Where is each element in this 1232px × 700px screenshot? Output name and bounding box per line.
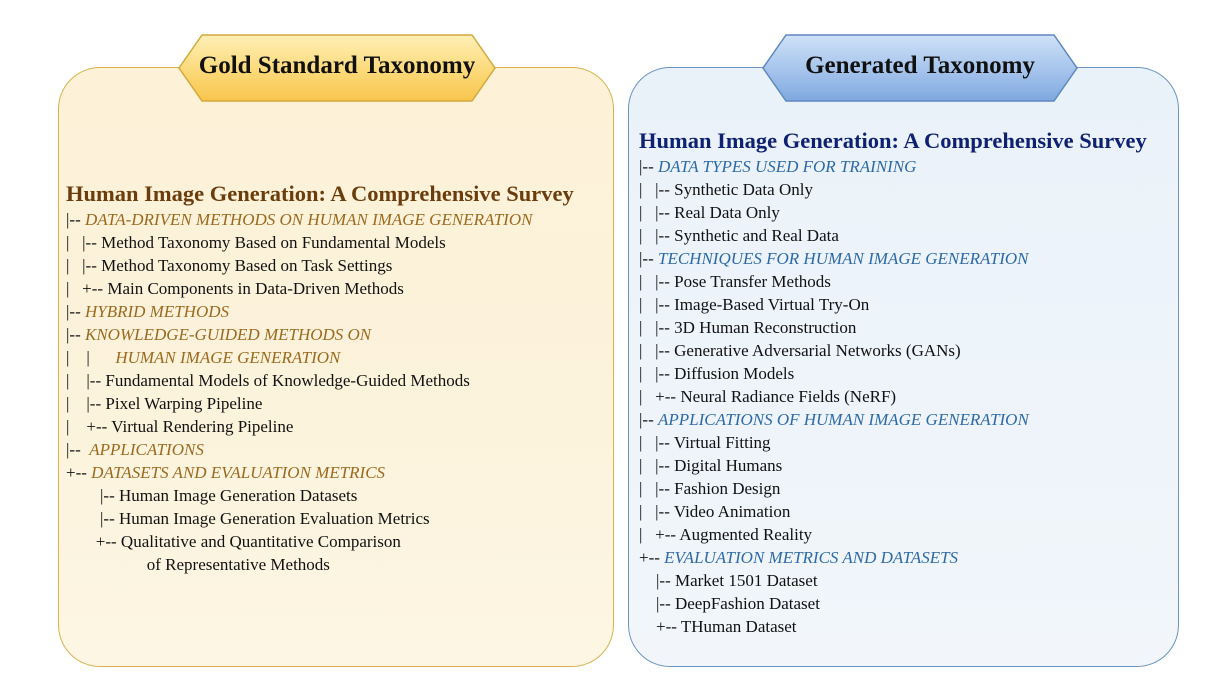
tree-item-line [639,385,1147,408]
tree-item-line [639,431,1147,454]
tree-branch-prefix: |-- [66,325,85,344]
tree-item-label: Pose Transfer Methods [674,272,831,291]
tree-branch-prefix: | +-- [66,279,108,298]
tree-section-label: EVALUATION METRICS AND DATASETS [664,548,959,567]
tree-item-label: Main Components in Data-Driven Methods [107,279,404,298]
tree-branch-prefix: | |-- [639,479,675,498]
tree-section-line [66,438,574,461]
tree-branch-prefix: | |-- [66,233,102,252]
tree-branch-prefix: |-- [66,486,119,505]
tree-branch-prefix: | |-- [639,364,675,383]
tree-branch-prefix: | |-- [66,394,106,413]
tree-section-line [66,208,574,231]
tree-branch-prefix: |-- [66,302,85,321]
tree-branch-prefix: | |-- [639,203,675,222]
tree-item-line [639,224,1147,247]
tree-branch-prefix: | |-- [639,341,675,360]
tree-branch-prefix: |-- [639,410,658,429]
tree-section-label: HYBRID METHODS [84,302,230,321]
tree-branch-prefix: |-- [66,509,119,528]
tree-section-label: TECHNIQUES FOR HUMAN IMAGE GENERATION [657,249,1029,268]
tree-item-line [66,530,574,553]
tree-item-line [639,615,1147,638]
gold-tree-title: Human Image Generation: A Comprehensive Survey [66,181,574,206]
tree-item-line [639,592,1147,615]
gold-tree-lines [66,208,574,576]
tree-item-label: Method Taxonomy Based on Fundamental Models [101,233,446,252]
tree-item-label: Market 1501 Dataset [674,571,818,590]
tree-item-line [66,484,574,507]
tree-section-label: APPLICATIONS [89,440,204,459]
tree-branch-prefix: +-- [66,463,92,482]
tree-item-label: Synthetic and Real Data [674,226,839,245]
tree-branch-prefix: +-- [66,532,121,551]
tree-branch-prefix: | |-- [66,371,106,390]
tree-branch-prefix: |-- [639,571,675,590]
tree-branch-prefix: | +-- [66,417,112,436]
generated-header-title: Generated Taxonomy [805,52,1035,79]
tree-item-label: Human Image Generation Evaluation Metrics [118,509,430,528]
tree-item-label: Fashion Design [674,479,781,498]
tree-item-line [639,293,1147,316]
tree-item-line [66,507,574,530]
tree-section-label: APPLICATIONS OF HUMAN IMAGE GENERATION [657,410,1029,429]
tree-branch-prefix: |-- [66,440,90,459]
tree-section-line [639,546,1147,569]
tree-branch-prefix: +-- [639,617,681,636]
tree-item-label: Augmented Reality [679,525,813,544]
tree-item-label: Generative Adversarial Networks (GANs) [674,341,961,360]
tree-item-line [66,231,574,254]
tree-section-label: DATASETS AND EVALUATION METRICS [91,463,386,482]
tree-item-line [639,178,1147,201]
tree-item-label: Real Data Only [674,203,780,222]
tree-branch-prefix: | |-- [639,180,675,199]
tree-item-label: Synthetic Data Only [674,180,813,199]
tree-item-line [639,316,1147,339]
tree-item-label: Virtual Fitting [673,433,771,452]
tree-item-label: of Representative Methods [146,555,330,574]
tree-item-line [66,254,574,277]
generated-tree-lines [639,155,1147,638]
tree-item-line [639,362,1147,385]
tree-branch-prefix: | |-- [66,256,102,275]
tree-item-line [639,339,1147,362]
tree-branch-prefix: | +-- [639,525,680,544]
tree-section-line [639,155,1147,178]
tree-item-line [639,270,1147,293]
tree-item-line [639,500,1147,523]
tree-item-label: Neural Radiance Fields (NeRF) [680,387,897,406]
generated-taxonomy-tree [639,127,1147,638]
tree-section-label: DATA TYPES USED FOR TRAINING [657,157,917,176]
tree-item-line [66,392,574,415]
tree-section-line [66,300,574,323]
tree-item-label: 3D Human Reconstruction [674,318,857,337]
tree-item-label: Human Image Generation Datasets [118,486,358,505]
tree-item-line [66,369,574,392]
tree-item-line [639,477,1147,500]
tree-section-label: DATA-DRIVEN METHODS ON HUMAN IMAGE GENERATION [84,210,533,229]
tree-item-line [639,454,1147,477]
tree-branch-prefix: |-- [639,157,658,176]
tree-item-line [639,523,1147,546]
tree-item-label: Video Animation [673,502,791,521]
tree-item-label: Digital Humans [674,456,783,475]
tree-item-line [639,201,1147,224]
tree-branch-prefix: | |-- [639,295,675,314]
gold-header-title: Gold Standard Taxonomy [198,52,476,79]
tree-branch-prefix [66,555,147,574]
tree-item-line [66,415,574,438]
tree-item-label: THuman Dataset [680,617,797,636]
tree-section-line [66,346,574,369]
tree-branch-prefix: +-- [639,548,665,567]
tree-branch-prefix: | |-- [639,456,675,475]
tree-branch-prefix: | +-- [639,387,681,406]
tree-branch-prefix: |-- [639,594,675,613]
generated-tree-title: Human Image Generation: A Comprehensive Survey [639,128,1147,153]
tree-item-label: Method Taxonomy Based on Task Settings [101,256,393,275]
tree-item-label: Virtual Rendering Pipeline [111,417,294,436]
tree-branch-prefix: |-- [639,249,658,268]
tree-section-line [66,323,574,346]
tree-section-line [639,408,1147,431]
tree-branch-prefix: | |-- [639,272,675,291]
tree-section-line [639,247,1147,270]
gold-taxonomy-tree [66,180,574,576]
tree-section-label: HUMAN IMAGE GENERATION [115,348,341,367]
tree-item-label: Diffusion Models [674,364,795,383]
tree-section-line [66,461,574,484]
tree-branch-prefix: | | [66,348,116,367]
tree-item-label: DeepFashion Dataset [674,594,820,613]
tree-item-label: Pixel Warping Pipeline [105,394,263,413]
tree-item-line [639,569,1147,592]
tree-branch-prefix: | |-- [639,318,675,337]
tree-item-label: Qualitative and Quantitative Comparison [120,532,401,551]
tree-item-label: Image-Based Virtual Try-On [674,295,870,314]
tree-branch-prefix: | |-- [639,433,674,452]
tree-branch-prefix: | |-- [639,226,675,245]
tree-branch-prefix: | |-- [639,502,674,521]
tree-branch-prefix: |-- [66,210,85,229]
tree-item-line [66,277,574,300]
tree-section-label: KNOWLEDGE-GUIDED METHODS ON [84,325,372,344]
tree-item-line [66,553,574,576]
tree-item-label: Fundamental Models of Knowledge-Guided Methods [105,371,470,390]
